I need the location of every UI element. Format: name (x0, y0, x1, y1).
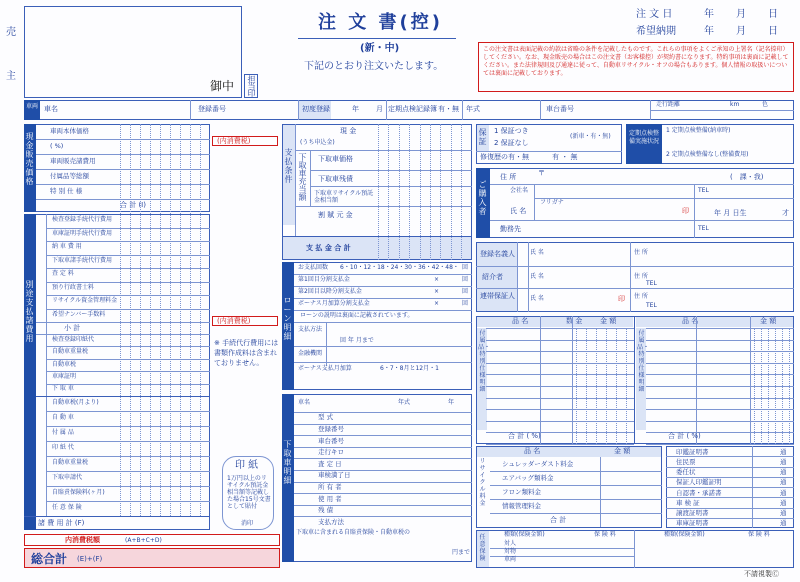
doc-row-5: 車 検 証 (676, 498, 700, 507)
doc-count-unit-6: 通 (780, 509, 787, 517)
trade-debt-label: 下取車残債 (318, 175, 353, 183)
notice-box (478, 42, 794, 92)
installment-label: 割 賦 元 金 (318, 211, 353, 219)
trade-price-label: 下取車価格 (318, 155, 353, 163)
loan-row-3: ボーナス月加算分割支払金 (298, 300, 370, 307)
cash-label: 現 金 (340, 127, 357, 135)
tax-included-label-2: (内消費税) (217, 317, 251, 325)
loan-x-1: × (434, 276, 440, 283)
recycle-row-0: シュレッダーダスト料金 (502, 459, 574, 468)
expense-row-7: 希望ナンバー手数料 (52, 310, 106, 318)
warranty-label: 保証 (478, 128, 487, 146)
delivery-date-label: 希望納期 (636, 26, 676, 37)
recycle-box (476, 446, 662, 528)
introducer-name: 氏 名 (530, 273, 544, 280)
other-row-1: 自 動 車 (52, 414, 74, 421)
page-title: 注 文 書(控) (318, 12, 443, 33)
ins-row-0: 対人 (504, 539, 517, 547)
loan-times-2: 回 (462, 288, 469, 295)
repair-history-label: 修復歴の有・無 (480, 153, 529, 161)
purchaser-birth: 年 月 日生 (714, 209, 747, 217)
purchaser-furigana: フリガナ (540, 199, 564, 206)
finance-label: 金融機関 (298, 350, 323, 357)
trade-in-details (282, 394, 472, 562)
ins-type-header-2: 種類(保険金額) (664, 531, 705, 538)
doc-count-unit-1: 通 (780, 457, 787, 466)
cash-row-4: 特 別 仕 様 (50, 187, 83, 195)
trade-row-6: 所 有 者 (318, 482, 342, 491)
acc-total-label-2: 合 計 ( %) (668, 432, 701, 440)
stamp-note: 1万円以上のリサイクル預託金相当額等記載した場合15号文書として貼付 (227, 475, 271, 510)
acc-amount-header-2: 金 額 (760, 317, 777, 325)
delivery-day: 日 (768, 26, 778, 37)
doc-count-unit-3: 通 (780, 478, 787, 487)
mileage-unit: km (730, 101, 740, 108)
doc-count-unit-7: 通 (780, 519, 787, 528)
recycle-deposit-label: 下取車リサイクル預託金相当額 (314, 190, 374, 204)
pay-method-label: 支払方法 (298, 326, 323, 333)
introducer-label: 紹介者 (482, 273, 503, 281)
purchaser-label: ご購入者 (478, 180, 487, 216)
loan-row-0: お支払回数 (298, 264, 329, 271)
repair-history-yes-no[interactable]: 有 ・ 無 (552, 153, 578, 161)
separate-expenses-label: 別途支払諸費用 (25, 280, 34, 343)
order-form: 売 主 御中 担当印 注 文 書(控) (新・中) 下記のとおり注文いたします。 注 文 日 年 月 日 希望納期 年 月 日 この注文書は表面記載の約款は省略の条件を記載したものです。これらの事項をよくご承知の上署名（記名捺印）してください。なお、現金販売の場合はこの注文書（お客様控）が契約書になります。特約事項は裏面に記載してください。また法律規則及び通達に従って、自動車リサイクル・オフの場合もあります。個人情報の取扱いについては裏面に記載しております。 車両 車名 登録番号 初度登録 年 月 定期点検記録簿 有・無 年式 車台番号 走行距離 km 色 現金販売価格 車両本体価格 ( %) 車両販売諸費用 付属品等総額 特 別 仕 様 合 計 (I) 別途支払諸費用 検査登録手続代行費用 車庫証明手続代行費用 納 車 費 用 下取車諸手続代行費用 査 定 料 預り行政書士料 リサイクル資金管理料金 希望ナンバー手数料 小 計 検査登録印紙代 自動車重量税 自動車税 車庫証明 下 取 車 自動車税(月より) 自 動 車 付 属 品 印 紙 代 自動車重量税 下取申請代 自賠責保険料(ヶ月) 任 意 保 険 諸 費 用 計 (F) 内消費税額 (A+B+C+D) 総合計 (E)+(F) (内消費税) (内消費税) ※ 手続代行費用には書類作成料は含まれておりません。 印 紙 1万円以上のリサイクル預託金相当額等記載した場合15号文書として貼付 消印 支払条件 現 金 (うち申込金) 下取車充当額 下取車価格 下取車残債 下取車リサイクル預託金相当額 割 賦 元 金 支 払 金 合 計 ローン明細 お支払回数 回 第1回目分割支払金 回 × 第2回目以降分割支払金 回 × ボーナス月加算分割支払金 回 × 6・10・12・18・24・30・36・42・48・ ローンの説明は裏面に記載されています。 支払方法 回 年 月まで 金融機関 ボーナス支払月加算 6・7・8月と12月・1 下取車明細 車名 年式 年 型 式 登録番号 車台番号 走行キロ 査 定 日 車検満了日 所 有 者 使 用 者 残 債 支払方法 下取車に含まれる自賠責保険・自動車税の 円まで 保証 1 保証つき 2 保証なし (新車・有・無) 修復歴の有・無 有 ・ 無 定期点検整備実施状況 1 定期点検整備(納車時) 2 定期点検整備なし(整備費用) ご購入者 住 所 〒 ( 課・我) 会社名 TEL フリガナ 氏 名 印 年 月 日生 才 勤務先 TEL 登録名義人 紹介者 連帯保証人 氏 名 氏 名 氏 名 印 住 所 住 所 住 所 TEL TEL 品 名 数 金 金 額 品 名 金 額 付属品・特別仕様明細 付属品・特別仕様明細 合 計 ( %) 合 計 ( %) 品 名 金 額 リサイクル料金 シュレッダーダスト料金 エアバッグ類料金 フロン類料金 情報管理料金 合 計 印鑑証明書 通 住民票 通 委任状 通 保証人印鑑証明 通 自認書・承諾書 通 車 検 証 通 譲渡証明書 通 車庫証明書 通 任意保険 種類(保険金額) 保 険 料 種類(保険金額) 保 険 料 対人 対物 車両 不請視製Ⓒ (0, 0, 800, 582)
loan-count-options[interactable]: 6・10・12・18・24・30・36・42・48・ (340, 264, 459, 271)
tax-included-box-2 (212, 316, 278, 326)
doc-row-3: 保証人印鑑証明 (676, 478, 722, 487)
page-instruction: 下記のとおり注文いたします。 (304, 61, 444, 72)
misc-total-label: 諸 費 用 計 (F) (38, 519, 85, 527)
trade-row-2: 車台番号 (318, 436, 344, 445)
expense-row-1: 車庫証明手続代行費用 (52, 229, 113, 237)
expense-row-5: 預り行政書士料 (52, 283, 95, 291)
inspection-opt-1[interactable]: 1 定期点検整備(納車時) (666, 127, 731, 134)
order-year: 年 (704, 9, 714, 20)
doc-row-4: 自認書・承諾書 (676, 488, 722, 497)
vehicle-name-label: 車名 (44, 105, 58, 113)
grand-total-label: 総合計 (31, 552, 68, 566)
other-row-5: 下取申請代 (52, 474, 83, 481)
doc-row-0: 印鑑証明書 (676, 447, 709, 456)
recycle-row-2: フロン類料金 (502, 487, 541, 496)
first-reg-month: 月 (376, 105, 383, 113)
expense-row-0: 検査登録手続代行費用 (52, 216, 113, 224)
onchu-label: 御中 (210, 79, 235, 93)
subtotal-label: 小 計 (64, 324, 81, 332)
loan-row-2: 第2回目以降分割支払金 (298, 288, 362, 295)
expense-row-3: 下取車諸手続代行費用 (52, 256, 113, 264)
other-row-2: 付 属 品 (52, 429, 74, 436)
expense-row-4: 査 定 料 (52, 270, 74, 278)
recycle-section-label: リサイクル料金 (479, 458, 486, 507)
grand-total-box[interactable] (24, 548, 280, 568)
cash-row-3: 付属品等総額 (50, 172, 89, 180)
body-no-label: 車台番号 (546, 105, 574, 113)
order-date-label: 注 文 日 (636, 9, 673, 20)
tax-row-2: 自動車税 (52, 360, 77, 368)
delivery-month: 月 (736, 26, 746, 37)
tax-included-label-1: (内消費税) (217, 137, 251, 145)
doc-row-2: 委任状 (676, 468, 696, 476)
warranty-opt-2[interactable]: 2 保証なし (494, 139, 529, 147)
warranty-extra: (新車・有・無) (570, 133, 611, 140)
ins-fee-header-2: 保 険 料 (748, 531, 770, 538)
recycle-item-header: 品 名 (524, 447, 541, 455)
total-i-label: 合 計 (I) (120, 201, 146, 209)
recycle-row-1: エアバッグ類料金 (502, 473, 554, 482)
tax-row-1: 自動車重量税 (52, 348, 89, 356)
doc-count-unit-4: 通 (780, 488, 787, 497)
doc-row-1: 住民票 (676, 457, 696, 466)
purchaser-seal[interactable]: 印 (682, 207, 689, 215)
trade-row-8: 残 債 (318, 506, 334, 515)
loan-times-1: 回 (462, 276, 469, 283)
expense-row-6: リサイクル資金管理料金 (52, 297, 118, 305)
trade-row-7: 使 用 者 (318, 494, 342, 503)
inspection-opt-2[interactable]: 2 定期点検整備なし(整備費用) (666, 151, 749, 158)
delivery-year: 年 (704, 26, 714, 37)
loan-times-0: 回 (462, 264, 469, 271)
doc-row-7: 車庫証明書 (676, 519, 709, 528)
loan-section-label: ローン明細 (283, 296, 292, 341)
cash-row-1: ( %) (50, 142, 64, 150)
inspection-status-label: 定期点検整備実施状況 (629, 130, 660, 145)
consumption-tax-box[interactable]: 内消費税額 (A+B+C+D) (24, 534, 280, 546)
order-day: 日 (768, 9, 778, 20)
footer-mark: 不請視製Ⓒ (744, 570, 779, 578)
registrant-name: 氏 名 (530, 249, 544, 256)
loan-x-2: × (434, 288, 440, 295)
recycle-total-label: 合 計 (550, 516, 567, 524)
bonus-months: 6・7・8月と12月・1 (380, 365, 439, 372)
tax-row-0: 検査登録印紙代 (52, 335, 95, 343)
inspection-yes-no: 有・無 (438, 105, 459, 113)
seller-label-1: 売 (6, 27, 16, 38)
pay-schedule: 回 年 月まで (340, 337, 374, 344)
payment-section-label: 支払条件 (284, 148, 293, 184)
purchaser-address-label: 住 所 (500, 173, 517, 181)
page-subtitle: (新・中) (360, 43, 400, 54)
total-payment-label: 支 払 金 合 計 (306, 244, 351, 252)
trade-row-4: 査 定 日 (318, 459, 342, 468)
guarantor-name: 氏 名 (530, 295, 544, 302)
doc-count-unit-0: 通 (780, 447, 787, 456)
loan-note: ローンの説明は裏面に記載されています。 (300, 312, 414, 319)
purchaser-name-label: 氏 名 (510, 207, 527, 215)
trade-car-name: 車名 (298, 399, 311, 406)
warranty-opt-1[interactable]: 1 保証つき (494, 127, 529, 135)
acc-item-header: 品 名 (512, 317, 529, 325)
ins-row-1: 対物 (504, 547, 517, 555)
consumption-tax-label: 内消費税額 (65, 536, 100, 544)
acc-section-label-2: 付属品・特別仕様明細 (637, 330, 650, 393)
cash-row-0: 車両本体価格 (50, 127, 89, 135)
guarantor-seal[interactable]: 印 (618, 295, 625, 303)
other-row-6: 自賠責保険料(ヶ月) (52, 489, 105, 496)
ins-row-2: 車両 (504, 555, 517, 563)
registrant-address: 住 所 (634, 249, 648, 256)
seller-label-2: 主 (6, 71, 16, 82)
mileage-label: 走行距離 (656, 101, 681, 108)
trade-row-5: 車検満了日 (318, 471, 351, 480)
bonus-label: ボーナス支払月加算 (298, 365, 352, 372)
trade-in-label: 下取車充当額 (298, 153, 307, 202)
tax-row-4: 下 取 車 (52, 385, 74, 393)
purchaser-company-label: 会社名 (510, 187, 529, 194)
loan-x-3: × (434, 300, 440, 307)
acc-section-label: 付属品・特別仕様明細 (478, 330, 491, 393)
guarantor-address: 住 所 (634, 293, 648, 300)
order-month: 月 (736, 9, 746, 20)
color-label: 色 (762, 101, 769, 108)
introducer-tel: TEL (646, 280, 657, 287)
doc-count-unit-5: 通 (780, 498, 787, 507)
trade-year-unit: 年 (448, 399, 455, 406)
grand-total-formula: (E)+(F) (77, 555, 103, 563)
purchaser-workplace: 勤務先 (500, 225, 521, 233)
trade-yen-made: 円まで (452, 549, 471, 556)
loan-row-1: 第1回目分割支払金 (298, 276, 350, 283)
introducer-address: 住 所 (634, 273, 648, 280)
trade-year-model: 年式 (398, 399, 411, 406)
guarantor-tel: TEL (646, 302, 657, 309)
notice-text: この注文書は表面記載の約款は省略の条件を記載したものです。これらの事項をよくご承知の上署名（記名捺印）してください。なお、現金販売の場合はこの注文書（お客様控）が契約書になります。特約事項は裏面に記載してください。また法律規則及び通達に従って、自動車リサイクル・オフの場合もあります。個人情報の取扱いについては裏面に記載しております。 (483, 46, 789, 77)
other-row-3: 印 紙 代 (52, 444, 74, 451)
loan-times-3: 回 (462, 300, 469, 307)
purchaser-tel: TEL (698, 187, 709, 194)
trade-row-9: 支払方法 (318, 517, 344, 526)
cash-row-2: 車両販売諸費用 (50, 157, 96, 165)
doc-row-6: 譲渡証明書 (676, 509, 709, 517)
insurance-label: 任意保険 (479, 534, 486, 562)
acc-amount-header: 金 額 (600, 317, 617, 325)
acc-item-header-2: 品 名 (682, 317, 699, 325)
trade-row-1: 登録番号 (318, 424, 344, 433)
workplace-tel: TEL (698, 225, 709, 232)
other-row-0: 自動車税(月より) (52, 399, 99, 406)
tax-included-box-1 (212, 136, 278, 146)
expense-row-2: 納 車 費 用 (52, 243, 82, 251)
recycle-amount-header: 金 額 (614, 447, 631, 455)
inspection-record-label: 定期点検記録簿 (388, 105, 437, 113)
trade-tax-note: 下取車に含まれる自賠責保険・自動車税の (296, 529, 411, 536)
trade-row-0: 型 式 (318, 413, 334, 422)
recycle-row-3: 情報管理料金 (502, 501, 541, 510)
first-reg-label: 初度登録 (302, 105, 330, 113)
registrant-label: 登録名義人 (480, 250, 515, 258)
stamp-seal: 消印 (241, 520, 254, 527)
tax-row-3: 車庫証明 (52, 372, 77, 380)
cash-price-section-label: 現金販売価格 (25, 132, 34, 186)
doc-count-unit-2: 通 (780, 468, 787, 476)
acc-total-label: 合 計 ( %) (508, 432, 541, 440)
ins-type-header: 種類(保険金額) (504, 531, 545, 538)
staff-seal-box[interactable] (244, 74, 258, 98)
purchaser-age: 才 (782, 209, 789, 217)
ins-fee-header: 保 険 料 (594, 531, 616, 538)
trade-section-label: 下取車明細 (283, 440, 292, 485)
staff-seal-label: 担当印 (247, 75, 256, 98)
fee-note: ※ 手続代行費用には書類作成料は含まれておりません。 (214, 339, 279, 367)
model-year-label: 年式 (466, 105, 480, 113)
stamp-title: 印 紙 (235, 460, 259, 471)
acc-qty-header: 数 金 (566, 317, 583, 325)
reg-no-label: 登録番号 (198, 105, 226, 113)
cash-sub-label: (うち申込金) (300, 139, 335, 146)
stamp-box[interactable] (222, 456, 274, 530)
other-row-4: 自動車重量税 (52, 459, 89, 466)
trade-row-3: 走行キロ (318, 448, 344, 457)
guarantor-label: 連帯保証人 (480, 292, 515, 300)
other-row-7: 任 意 保 険 (52, 504, 82, 511)
first-reg-year: 年 (352, 105, 359, 113)
